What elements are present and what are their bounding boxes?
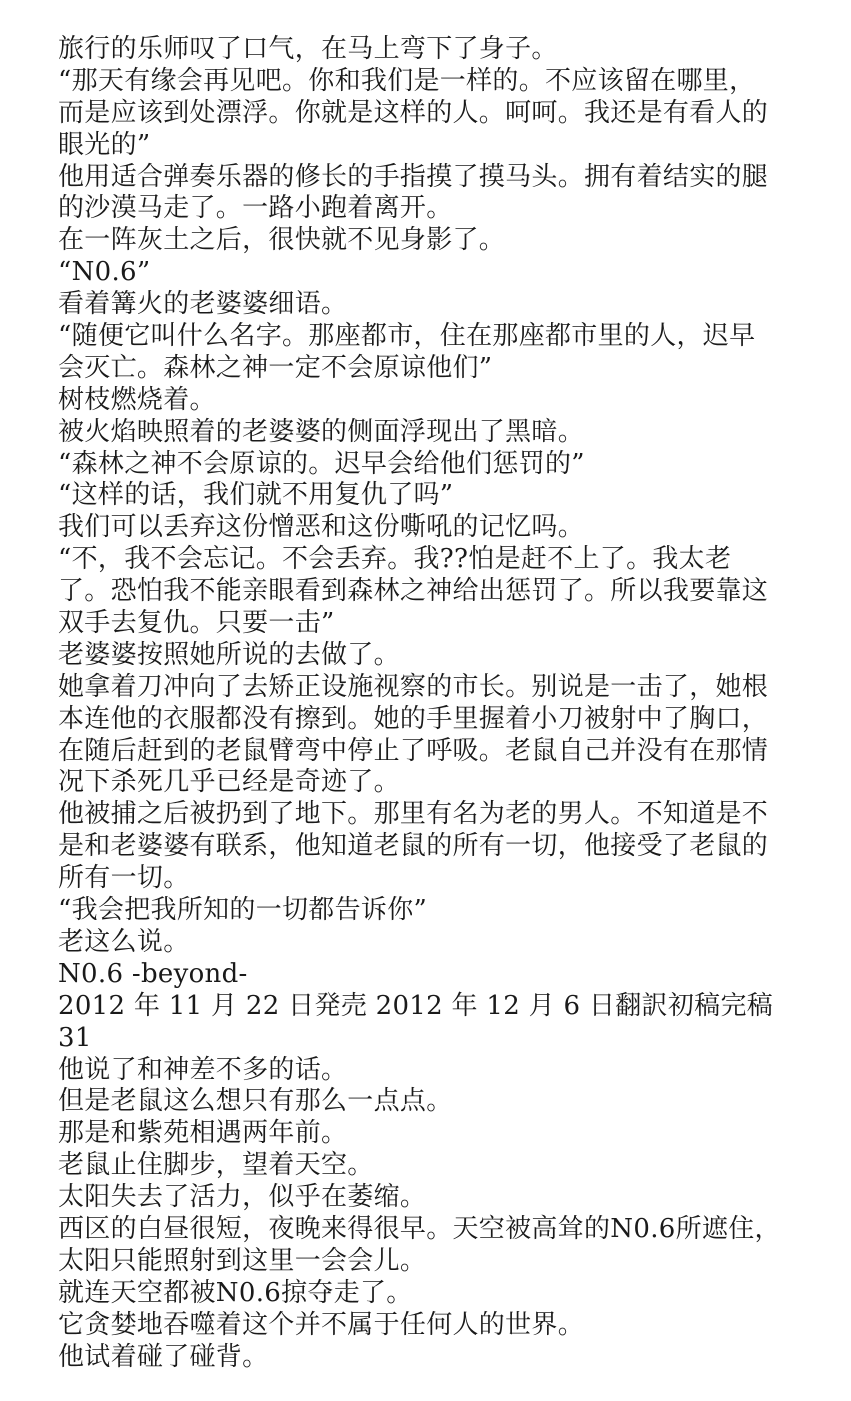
book-title-line: N0.6 -beyond-	[58, 958, 248, 989]
text-line: 所有一切。	[58, 863, 190, 894]
text-line: 他试着碰了碰背。	[58, 1341, 269, 1372]
text-line: 会灭亡。森林之神一定不会原谅他们”	[58, 352, 493, 383]
text-line: 太阳失去了活力，似乎在萎缩。	[58, 1182, 427, 1213]
text-line: “我会把我所知的一切都告诉你”	[58, 895, 428, 926]
document-page	[58, 34, 798, 1373]
text-line: 旅行的乐师叹了口气，在马上弯下了身子。	[58, 34, 558, 64]
text-line: “那天有缘会再见吧。你和我们是一样的。不应该留在哪里，	[58, 65, 756, 96]
text-line: 西区的白昼很短，夜晚来得很早。天空被高耸的N0.6所遮住，	[58, 1213, 781, 1244]
text-line: 那是和紫苑相遇两年前。	[58, 1118, 348, 1149]
text-line: 树枝燃烧着。	[58, 384, 216, 415]
text-line: 在随后赶到的老鼠臂弯中停止了呼吸。老鼠自己并没有在那情	[58, 735, 769, 766]
text-line: 老婆婆按照她所说的去做了。	[58, 639, 400, 670]
text-line: 他说了和神差不多的话。	[58, 1054, 348, 1085]
text-line: 老这么说。	[58, 926, 190, 957]
text-line: 了。恐怕我不能亲眼看到森林之神给出惩罚了。所以我要靠这	[58, 576, 769, 607]
text-line: 双手去复仇。只要一击”	[58, 608, 335, 639]
text-line: 看着篝火的老婆婆细语。	[58, 289, 348, 320]
text-line: 就连天空都被N0.6掠夺走了。	[58, 1277, 413, 1308]
text-line: 老鼠止住脚步，望着天空。	[58, 1150, 374, 1181]
text-line: “不，我不会忘记。不会丢弃。我??怕是赶不上了。我太老	[58, 544, 732, 575]
text-line: 我们可以丢弃这份憎恶和这份嘶吼的记忆吗。	[58, 512, 585, 543]
text-line: 他用适合弹奏乐器的修长的手指摸了摸马头。拥有着结实的腿	[58, 161, 769, 192]
text-line: 而是应该到处漂浮。你就是这样的人。呵呵。我还是有看人的	[58, 97, 769, 128]
text-line: 是和老婆婆有联系，他知道老鼠的所有一切，他接受了老鼠的	[58, 831, 769, 862]
text-line: “N0.6”	[58, 257, 151, 288]
text-line: 他被捕之后被扔到了地下。那里有名为老的男人。不知道是不	[58, 799, 769, 830]
text-line: 眼光的”	[58, 129, 151, 160]
text-line: “这样的话，我们就不用复仇了吗”	[58, 480, 454, 511]
text-line: “森林之神不会原谅的。迟早会给他们惩罚的”	[58, 448, 585, 479]
text-line: 本连他的衣服都没有擦到。她的手里握着小刀被射中了胸口，	[58, 703, 769, 734]
text-line: 在一阵灰土之后，很快就不见身影了。	[58, 225, 506, 256]
text-line: 它贪婪地吞噬着这个并不属于任何人的世界。	[58, 1309, 585, 1340]
text-line: 况下杀死几乎已经是奇迹了。	[58, 767, 400, 798]
text-line: 但是老鼠这么想只有那么一点点。	[58, 1086, 453, 1117]
text-line: 的沙漠马走了。一路小跑着离开。	[58, 193, 453, 224]
text-line: 太阳只能照射到这里一会会儿。	[58, 1245, 427, 1276]
text-line: 她拿着刀冲向了去矫正设施视察的市长。别说是一击了，她根	[58, 671, 769, 702]
release-date-line: 2012 年 11 月 22 日発売 2012 年 12 月 6 日翻訳初稿完稿	[58, 990, 774, 1021]
text-line: 被火焰映照着的老婆婆的侧面浮现出了黑暗。	[58, 416, 585, 447]
page-number: 31	[58, 1022, 92, 1053]
text-line: “随便它叫什么名字。那座都市，住在那座都市里的人，迟早	[58, 321, 756, 352]
